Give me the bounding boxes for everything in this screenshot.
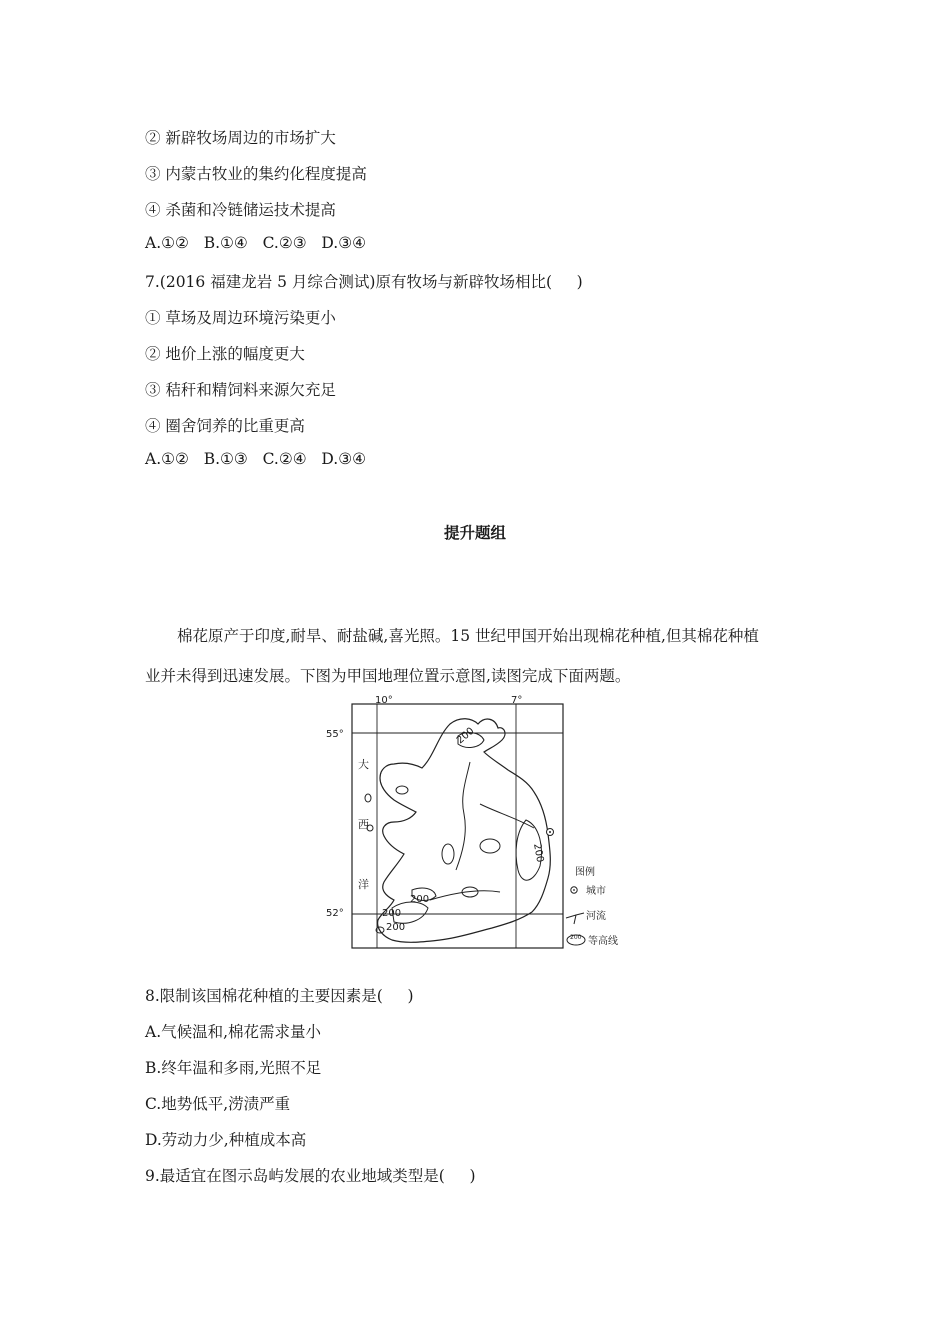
q8-option-b: B.终年温和多雨,光照不足 [145,1059,322,1077]
q8-option-c: C.地势低平,涝渍严重 [145,1095,291,1113]
q8-option-d: D.劳动力少,种植成本高 [145,1131,307,1149]
river-east [480,804,534,828]
river-shannon [456,762,470,870]
q7-option-2: ② 地价上涨的幅度更大 [145,345,305,363]
legend-river-label: 河流 [586,911,606,922]
lat-label-top: 55° [326,729,344,740]
offshore-island-1 [365,794,371,802]
ocean-char-2: 西 [358,818,369,831]
passage-line-2: 业并未得到迅速发展。下图为甲国地理位置示意图,读图完成下面两题。 [145,667,631,685]
q6-choices: A.①② B.①④ C.②③ D.③④ [145,234,366,252]
q8-option-a: A.气候温和,棉花需求量小 [145,1023,322,1041]
ocean-char-1: 大 [358,758,369,771]
contour-label-1: 200 [454,725,477,747]
location-map [320,694,630,956]
contour-small-4 [396,786,408,794]
legend-contour-icon-label: 200 [570,934,582,941]
contour-label-5: 200 [386,922,406,933]
q6-option-2: ② 新辟牧场周边的市场扩大 [145,129,336,147]
contour-small-1 [480,839,500,853]
legend-title: 图例 [575,867,595,878]
legend-city-dot [573,889,575,891]
lat-label-bottom: 52° [326,908,344,919]
q9-stem: 9.最适宜在图示岛屿发展的农业地域类型是( ) [145,1167,476,1185]
lon-label-left: 10° [375,695,393,706]
legend-contour-label: 等高线 [588,936,618,947]
lon-label-right: 7° [511,695,523,706]
q7-option-1: ① 草场及周边环境污染更小 [145,309,336,327]
contour-label-4: 200 [382,908,402,919]
city-marker-dot [549,831,551,833]
q7-stem: 7.(2016 福建龙岩 5 月综合测试)原有牧场与新辟牧场相比( ) [145,273,583,291]
ocean-char-3: 洋 [358,878,369,891]
contour-small-2 [442,844,454,864]
q7-option-3: ③ 秸秆和精饲料来源欠充足 [145,381,336,399]
q6-option-3: ③ 内蒙古牧业的集约化程度提高 [145,165,367,183]
passage-line-1: 棉花原产于印度,耐旱、耐盐碱,喜光照。15 世纪甲国开始出现棉花种植,但其棉花种植 [177,627,759,645]
q6-option-4: ④ 杀菌和冷链储运技术提高 [145,201,336,219]
contour-label-2: 200 [531,842,546,864]
island-coastline [378,719,551,943]
q7-option-4: ④ 圈舍饲养的比重更高 [145,417,305,435]
q7-choices: A.①② B.①③ C.②④ D.③④ [145,450,366,468]
legend-river-icon [566,913,584,924]
section-title: 提升题组 [443,524,506,542]
contour-label-3: 200 [410,894,430,905]
legend-city-label: 城市 [586,886,606,897]
q8-stem: 8.限制该国棉花种植的主要因素是( ) [145,987,414,1005]
